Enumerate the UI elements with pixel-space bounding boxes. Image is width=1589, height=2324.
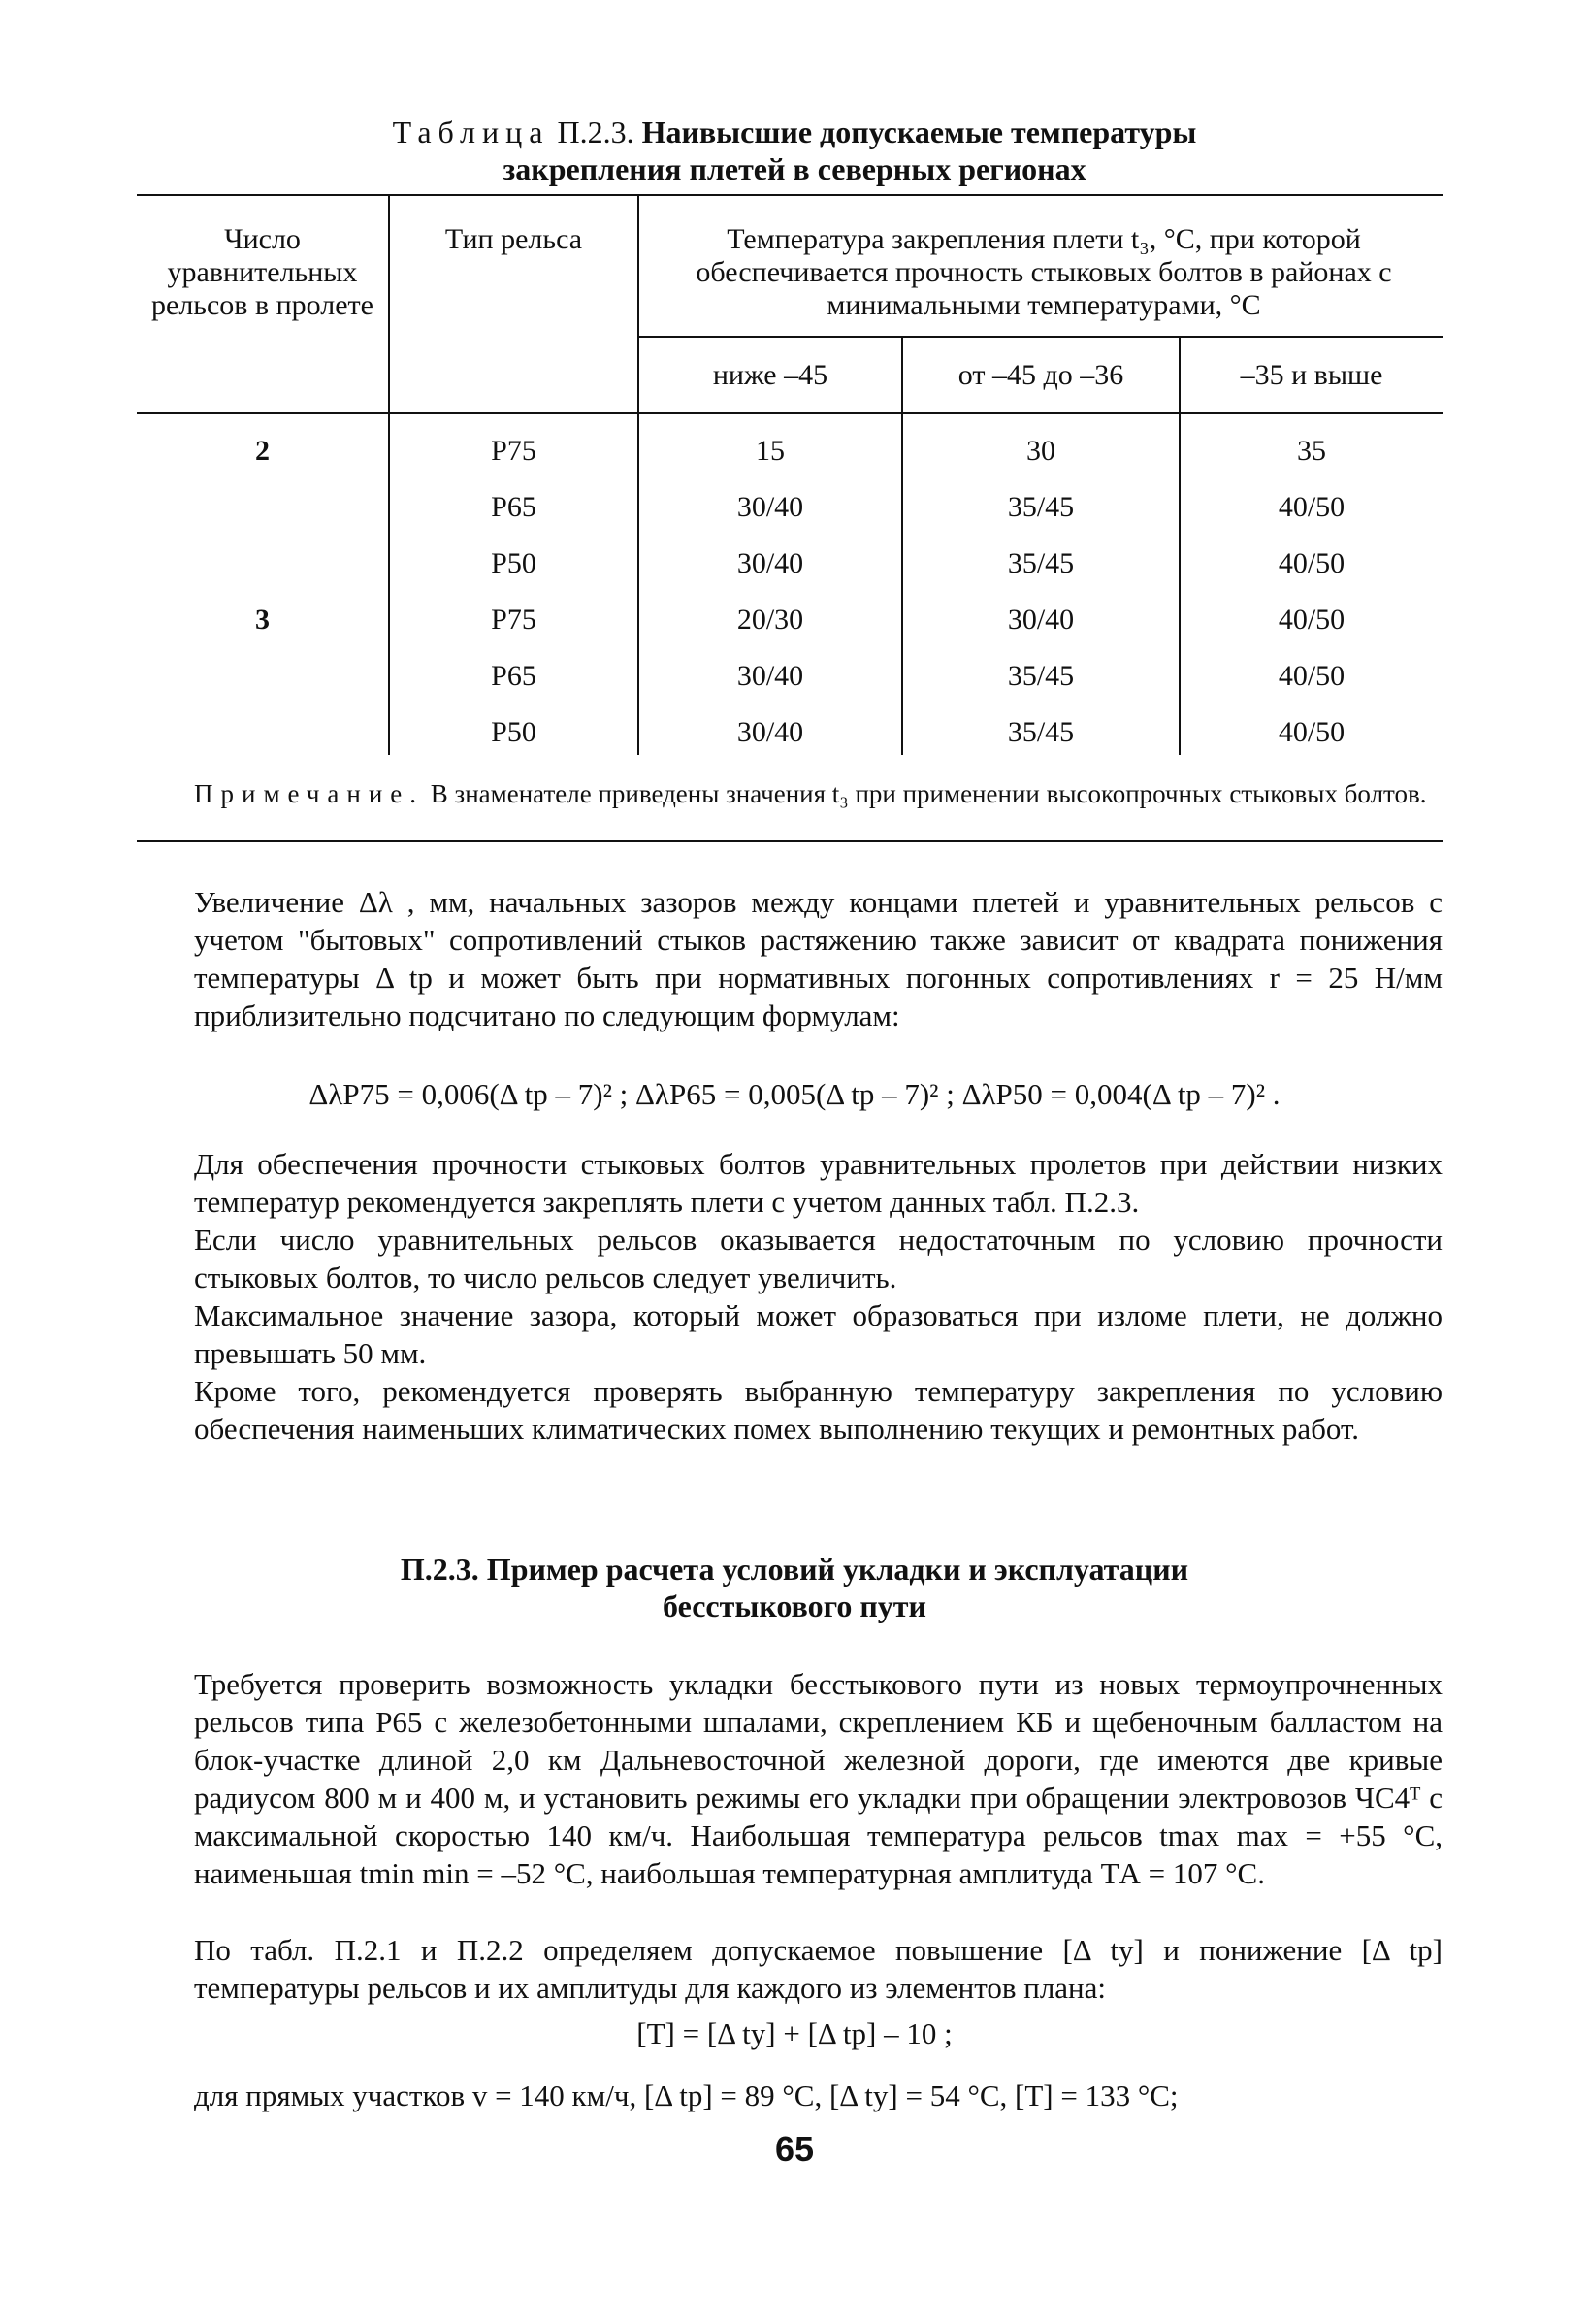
cell-rail: Р50: [491, 547, 536, 579]
section-heading-1: П.2.3. Пример расчета условий укладки и эксплуатации: [400, 1552, 1189, 1587]
cell-value: 35/45: [1007, 716, 1075, 748]
cell-rail: Р75: [491, 435, 536, 467]
header-bottom-rule: [137, 412, 1443, 414]
cell-value: 40/50: [1278, 716, 1346, 748]
cell-count: 3: [255, 604, 270, 636]
header-split-rule: [639, 336, 1443, 338]
cell-value: 40/50: [1278, 660, 1346, 692]
cell-value: 30/40: [736, 660, 804, 692]
note-text: В знаменателе приведены значения t₃ при применении высокопрочных стыковых болтов.: [430, 779, 1427, 808]
subheader-1: ниже –45: [712, 359, 828, 391]
cell-rail: Р65: [491, 491, 536, 523]
cell-value: 40/50: [1278, 604, 1346, 636]
subheader-3: –35 и выше: [1240, 359, 1383, 391]
cell-value: 30/40: [736, 716, 804, 748]
cell-value: 40/50: [1278, 547, 1346, 579]
page-number: 65: [774, 2129, 815, 2169]
cell-rail: Р50: [491, 716, 536, 748]
table-bottom-rule: [137, 840, 1443, 842]
cell-value: 35/45: [1007, 491, 1075, 523]
cell-value: 30/40: [736, 547, 804, 579]
cell-value: 35: [1297, 435, 1326, 467]
note-label: Примечание.: [194, 779, 425, 808]
caption-number: П.2.3.: [557, 115, 634, 149]
paragraph-7: По табл. П.2.1 и П.2.2 определяем допускаемое повышение [Δ tу] и понижение [Δ tр] температуры рельсов и их амплитуды для каждого из элементов плана:: [194, 1933, 1443, 2005]
formula-2: [T] = [Δ tу] + [Δ tр] – 10 ;: [636, 2016, 953, 2050]
subheader-2: от –45 до –36: [957, 359, 1124, 391]
cell-value: 30: [1026, 435, 1055, 467]
paragraph-8: для прямых участков v = 140 км/ч, [Δ tр] = 89 °С, [Δ tу] = 54 °С, [T] = 133 °С;: [194, 2079, 1179, 2112]
cell-value: 40/50: [1278, 491, 1346, 523]
cell-value: 15: [756, 435, 785, 467]
paragraph-5: Кроме того, рекомендуется проверять выбранную температуру закрепления по условию обеспечения наименьших климатических помех выполнению текущих и ремонтных работ.: [194, 1374, 1443, 1446]
caption-title-2: закрепления плетей в северных регионах: [503, 151, 1086, 186]
table-caption-line-1: [0, 115, 1589, 149]
paragraph-4: Максимальное значение зазора, который может образоваться при изломе плети, не должно превышать 50 мм.: [194, 1298, 1443, 1370]
table-note: [194, 776, 1443, 811]
table-top-rule: [137, 194, 1443, 196]
header-temperature: Температура закрепления плети t₃, °С, при которой обеспечивается прочность стыковых болтов в районах с минимальными температурами, °С: [696, 223, 1392, 321]
paragraph-3: Если число уравнительных рельсов оказывается недостаточным по условию прочности стыковых болтов, то число рельсов следует увеличить.: [194, 1223, 1443, 1294]
header-rail-type: Тип рельса: [444, 223, 583, 255]
section-heading-2: бесстыкового пути: [663, 1588, 926, 1623]
cell-value: 20/30: [736, 604, 804, 636]
caption-title-1: Наивысшие допускаемые температуры: [641, 115, 1197, 149]
cell-rail: Р75: [491, 604, 536, 636]
formula-1: ΔλР75 = 0,006(Δ tр – 7)² ; ΔλР65 = 0,005(Δ tр – 7)² ; ΔλР50 = 0,004(Δ tр – 7)² .: [308, 1077, 1281, 1111]
temperature-table: [137, 194, 1443, 844]
paragraph-6: Требуется проверить возможность укладки бесстыкового пути из новых термоупрочненных рельсов типа Р65 с железобетонными шпалами, скреплением КБ и щебеночным балластом на блок-участке длиной 2,0 км Дальневосточной железной дороги, где имеются две кривые радиусом 800 м и 400 м, и установить режимы его укладки при обращении электровозов ЧС4ᵀ с максимальной скоростью 140 км/ч. Наибольшая температура рельсов tmax max = +55 °С, наименьшая tmin min = –52 °С, наибольшая температурная амплитуда TА = 107 °С.: [194, 1667, 1443, 1890]
table-caption-line-2: [0, 151, 1589, 186]
cell-value: 35/45: [1007, 660, 1075, 692]
cell-value: 30/40: [736, 491, 804, 523]
cell-count: 2: [255, 435, 270, 467]
cell-value: 35/45: [1007, 547, 1075, 579]
paragraph-1: Увеличение Δλ , мм, начальных зазоров между концами плетей и уравнительных рельсов с учетом "бытовых" сопротивлений стыков растяжению также зависит от квадрата понижения температуры Δ tр и может быть при нормативных погонных сопротивлениях r = 25 Н/мм приблизительно подсчитано по следующим формулам:: [194, 885, 1443, 1032]
header-count: Число уравнительных рельсов в пролете: [151, 223, 373, 321]
cell-value: 30/40: [1007, 604, 1075, 636]
caption-label: Таблица: [392, 115, 550, 149]
cell-rail: Р65: [491, 660, 536, 692]
paragraph-2: Для обеспечения прочности стыковых болтов уравнительных пролетов при действии низких температур рекомендуется закреплять плети с учетом данных табл. П.2.3.: [194, 1147, 1443, 1219]
